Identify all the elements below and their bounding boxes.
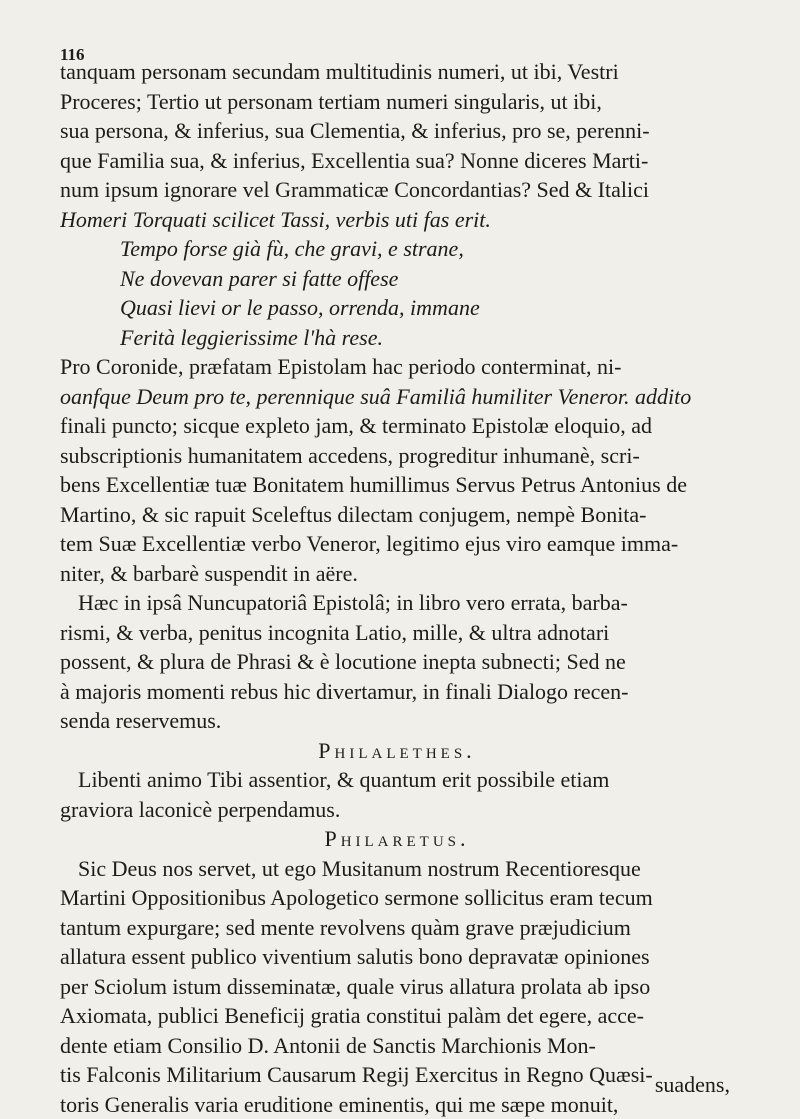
- text-line: bens Excellentiæ tuæ Bonitatem humillimus Servus Petrus Antonius de: [60, 470, 734, 500]
- paragraph-philaretus: [60, 854, 734, 1119]
- text-line: que Familia sua, & inferius, Excellentia sua? Nonne diceres Marti-: [60, 146, 734, 176]
- text-line: finali puncto; sicque expleto jam, & terminato Epistolæ eloquio, ad: [60, 411, 734, 441]
- text-line: Martini Oppositionibus Apologetico sermone sollicitus eram tecum: [60, 883, 734, 913]
- text-line: oanfque Deum pro te, perennique suâ Familiâ humiliter Veneror. addito: [60, 382, 734, 412]
- text-line: Proceres; Tertio ut personam tertiam numeri singularis, ut ibi,: [60, 87, 734, 117]
- text-line: sua persona, & inferius, sua Clementia, & inferius, pro se, perenni-: [60, 116, 734, 146]
- text-line: tem Suæ Excellentiæ verbo Veneror, legitimo ejus viro eamque imma-: [60, 529, 734, 559]
- body-text: [60, 44, 734, 1119]
- verse-line: Ferità leggierissime l'hà rese.: [120, 323, 734, 353]
- catchword: suadens,: [655, 1072, 730, 1098]
- text-line: senda reservemus.: [60, 706, 734, 736]
- text-line: tis Falconis Militarium Causarum Regij Exercitus in Regno Quæsi-: [60, 1060, 734, 1090]
- paragraph-opening: [60, 57, 734, 234]
- paragraph-coronide: [60, 352, 734, 588]
- text-line: toris Generalis varia eruditione eminentis, qui me sæpe monuit,: [60, 1090, 734, 1119]
- verse-line: Quasi lievi or le passo, orrenda, immane: [120, 293, 734, 323]
- verse-quote: [60, 234, 734, 352]
- text-line: Homeri Torquati scilicet Tassi, verbis uti fas erit.: [60, 205, 734, 235]
- page-number: 116: [60, 46, 85, 63]
- text-line: Sic Deus nos servet, ut ego Musitanum nostrum Recentioresque: [60, 854, 734, 884]
- text-line: à majoris momenti rebus hic divertamur, in finali Dialogo recen-: [60, 677, 734, 707]
- text-line: per Sciolum istum disseminatæ, quale virus allatura prolata ab ipso: [60, 972, 734, 1002]
- text-line: Axiomata, publici Beneficij gratia constitui palàm det egere, acce-: [60, 1001, 734, 1031]
- text-line: niter, & barbarè suspendit in aëre.: [60, 559, 734, 589]
- text-line: rismi, & verba, penitus incognita Latio, mille, & ultra adnotari: [60, 618, 734, 648]
- text-line: Hæc in ipsâ Nuncupatoriâ Epistolâ; in libro vero errata, barba-: [60, 588, 734, 618]
- text-line: Martino, & sic rapuit Sceleftus dilectam conjugem, nempè Bonita-: [60, 500, 734, 530]
- text-line: Pro Coronide, præfatam Epistolam hac periodo conterminat, ni-: [60, 352, 734, 382]
- text-line: graviora laconicè perpendamus.: [60, 795, 734, 825]
- text-line: tantum expurgare; sed mente revolvens quàm grave præjudicium: [60, 913, 734, 943]
- verse-line: Ne dovevan parer si fatte offese: [120, 264, 734, 294]
- paragraph-philalethes: [60, 765, 734, 824]
- text-line: dente etiam Consilio D. Antonii de Sanctis Marchionis Mon-: [60, 1031, 734, 1061]
- text-line: allatura essent publico viventium salutis bono depravatæ opiniones: [60, 942, 734, 972]
- text-line: Libenti animo Tibi assentior, & quantum erit possibile etiam: [60, 765, 734, 795]
- text-line: subscriptionis humanitatem accedens, progreditur inhumanè, scri-: [60, 441, 734, 471]
- text-line: num ipsum ignorare vel Grammaticæ Concordantias? Sed & Italici: [60, 175, 734, 205]
- text-line: possent, & plura de Phrasi & è locutione inepta subnecti; Sed ne: [60, 647, 734, 677]
- speaker-heading-philalethes: Philalethes.: [60, 736, 734, 766]
- speaker-heading-philaretus: Philaretus.: [60, 824, 734, 854]
- verse-line: Tempo forse già fù, che gravi, e strane,: [120, 234, 734, 264]
- text-line: tanquam personam secundam multitudinis numeri, ut ibi, Vestri: [60, 57, 734, 87]
- paragraph-errata: [60, 588, 734, 736]
